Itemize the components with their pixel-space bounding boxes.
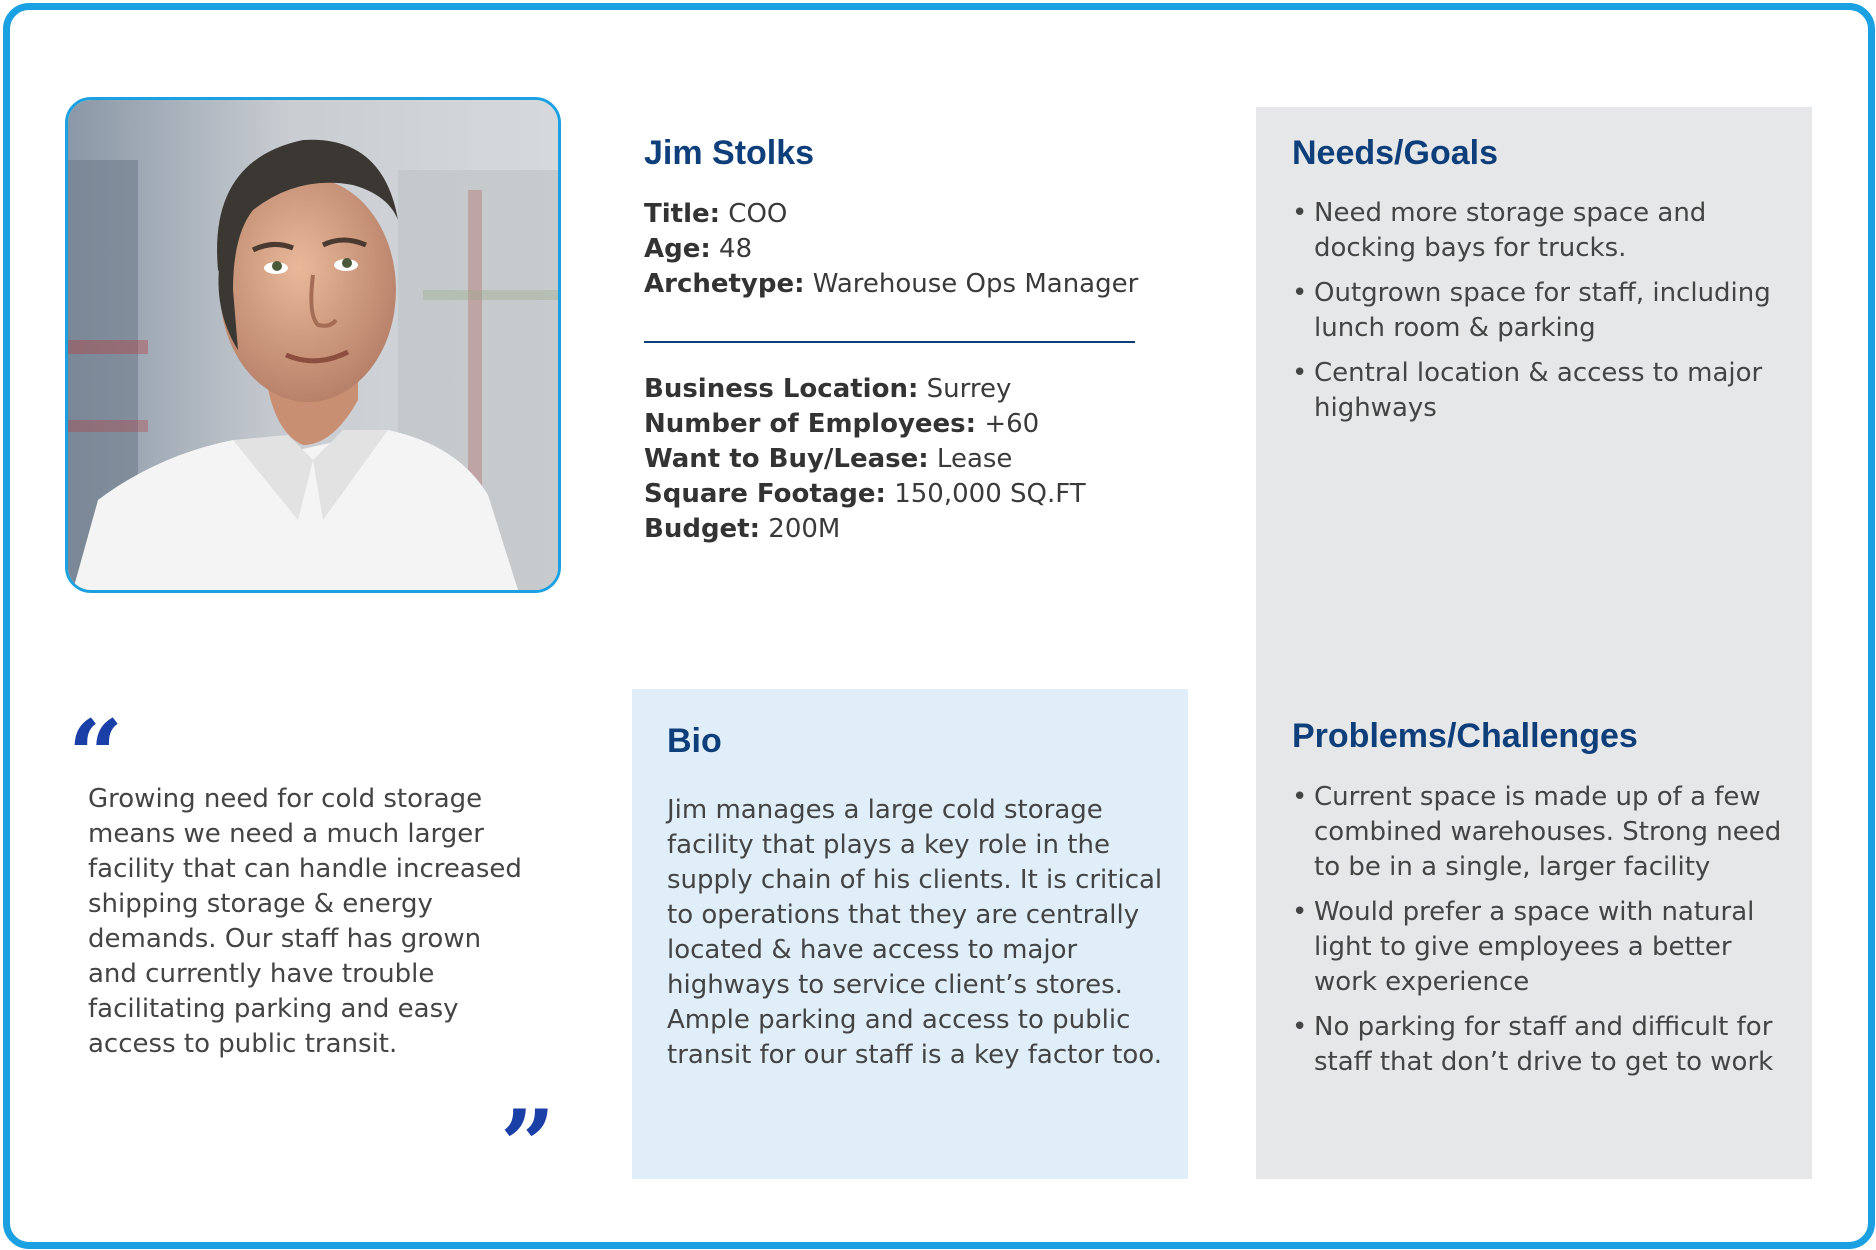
location-row [644, 372, 1086, 407]
bio-panel [632, 689, 1188, 1179]
title-label: Title: [644, 199, 721, 229]
needs-item: • Outgrown space for staff, including lunch room & parking [1292, 276, 1792, 346]
sqft-value: 150,000 SQ.FT [894, 479, 1086, 509]
archetype-label: Archetype: [644, 269, 805, 299]
buy-lease-value: Lease [936, 444, 1013, 474]
archetype-row [644, 267, 1138, 302]
close-quote-icon: ” [500, 1089, 556, 1202]
sqft-row [644, 477, 1086, 512]
age-value: 48 [719, 234, 753, 264]
bio-title: Bio [667, 722, 722, 760]
location-value: Surrey [926, 374, 1012, 404]
business-details [644, 372, 1086, 547]
archetype-value: Warehouse Ops Manager [812, 269, 1139, 299]
bio-text: Jim manages a large cold storage facility that plays a key role in the supply chain of his clients. It is critical to operations that they are centrally located & have access to major highways to service client’s stores. Ample parking and access to public transit for our staff is a key factor too. [667, 795, 1163, 1070]
budget-label: Budget: [644, 514, 761, 544]
needs-title: Needs/Goals [1292, 134, 1498, 172]
problems-item: • Current space is made up of a few combined warehouses. Strong need to be in a single, larger facility [1292, 780, 1792, 885]
sqft-label: Square Footage: [644, 479, 886, 509]
buy-lease-label: Want to Buy/Lease: [644, 444, 929, 474]
open-quote-icon: “ [68, 699, 124, 812]
needs-item: • Need more storage space and docking bays for trucks. [1292, 196, 1792, 266]
location-label: Business Location: [644, 374, 919, 404]
needs-list [1292, 196, 1792, 436]
details-divider [644, 341, 1135, 343]
age-label: Age: [644, 234, 711, 264]
age-row [644, 232, 1138, 267]
problems-item: • No parking for staff and difficult for staff that don’t drive to get to work [1292, 1010, 1792, 1080]
employees-label: Number of Employees: [644, 409, 977, 439]
persona-details [644, 197, 1138, 302]
title-row [644, 197, 1138, 232]
problems-list [1292, 780, 1792, 1090]
needs-problems-panel [1256, 107, 1812, 1179]
budget-row [644, 512, 1086, 547]
needs-item: • Central location & access to major highways [1292, 356, 1792, 426]
persona-name: Jim Stolks [644, 134, 815, 172]
problems-title: Problems/Challenges [1292, 717, 1638, 755]
employees-row [644, 407, 1086, 442]
persona-quote: Growing need for cold storage means we need a much larger facility that can handle increased shipping storage & energy demands. Our staff has grown and currently have trouble facilitating parking and easy access to public transit. [88, 784, 522, 1059]
title-value: COO [728, 199, 788, 229]
problems-item: • Would prefer a space with natural light to give employees a better work experience [1292, 895, 1792, 1000]
persona-photo [65, 97, 561, 593]
buy-lease-row [644, 442, 1086, 477]
budget-value: 200M [768, 514, 841, 544]
portrait-image [68, 100, 558, 590]
employees-value: +60 [984, 409, 1040, 439]
